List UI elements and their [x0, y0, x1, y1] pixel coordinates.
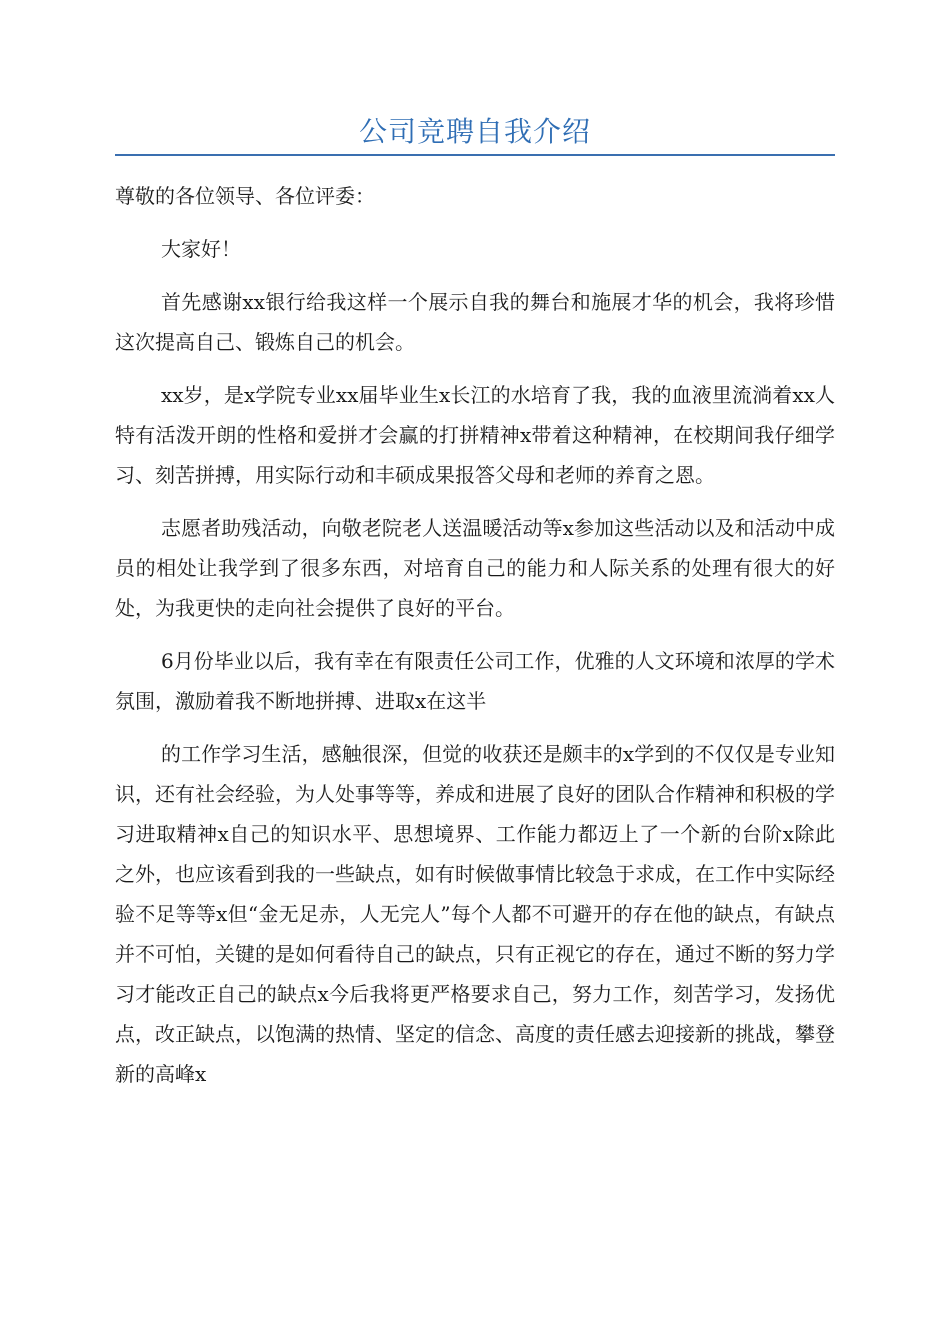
paragraph-reflection: 的工作学习生活，感触很深，但觉的收获还是颇丰的x学到的不仅仅是专业知识，还有社会经验，为人处事等等，养成和进展了良好的团队合作精神和积极的学习进取精神x自己的知识水平、思想境界、工作能力都迈上了一个新的台阶x除此之外，也应该看到我的一些缺点，如有时候做事情比较急于求成，在工作中实际经验不足等等x但“金无足赤，人无完人”每个人都不可避开的存在他的缺点，有缺点并不可怕，关键的是如何看待自己的缺点，只有正视它的存在，通过不断的努力学习才能改正自己的缺点x今后我将更严格要求自己，努力工作，刻苦学习，发扬优点，改正缺点，以饱满的热情、坚定的信念、高度的责任感去迎接新的挑战，攀登新的高峰x — [115, 742, 835, 1086]
document-body — [115, 176, 835, 1107]
paragraph-thanks: 首先感谢xx银行给我这样一个展示自我的舞台和施展才华的机会，我将珍惜这次提高自己、锻炼自己的机会。 — [115, 290, 835, 354]
salutation: 尊敬的各位领导、各位评委： — [115, 184, 375, 208]
paragraph-greeting: 大家好！ — [161, 237, 241, 261]
paragraph-background: xx岁，是x学院专业xx届毕业生x长江的水培育了我，我的血液里流淌着xx人特有活泼开朗的性格和爱拼才会赢的打拼精神x带着这种精神，在校期间我仔细学习、刻苦拼搏，用实际行动和丰硕成果报答父母和老师的养育之恩。 — [115, 383, 835, 487]
paragraph-activities: 志愿者助残活动，向敬老院老人送温暖活动等x参加这些活动以及和活动中成员的相处让我学到了很多东西，对培育自己的能力和人际关系的处理有很大的好处，为我更快的走向社会提供了良好的平台。 — [115, 516, 835, 620]
paragraph-employment: 6月份毕业以后，我有幸在有限责任公司工作，优雅的人文环境和浓厚的学术氛围，激励着我不断地拼搏、进取x在这半 — [115, 649, 835, 713]
title-underline — [115, 154, 835, 156]
document-title: 公司竞聘自我介绍 — [358, 115, 591, 148]
